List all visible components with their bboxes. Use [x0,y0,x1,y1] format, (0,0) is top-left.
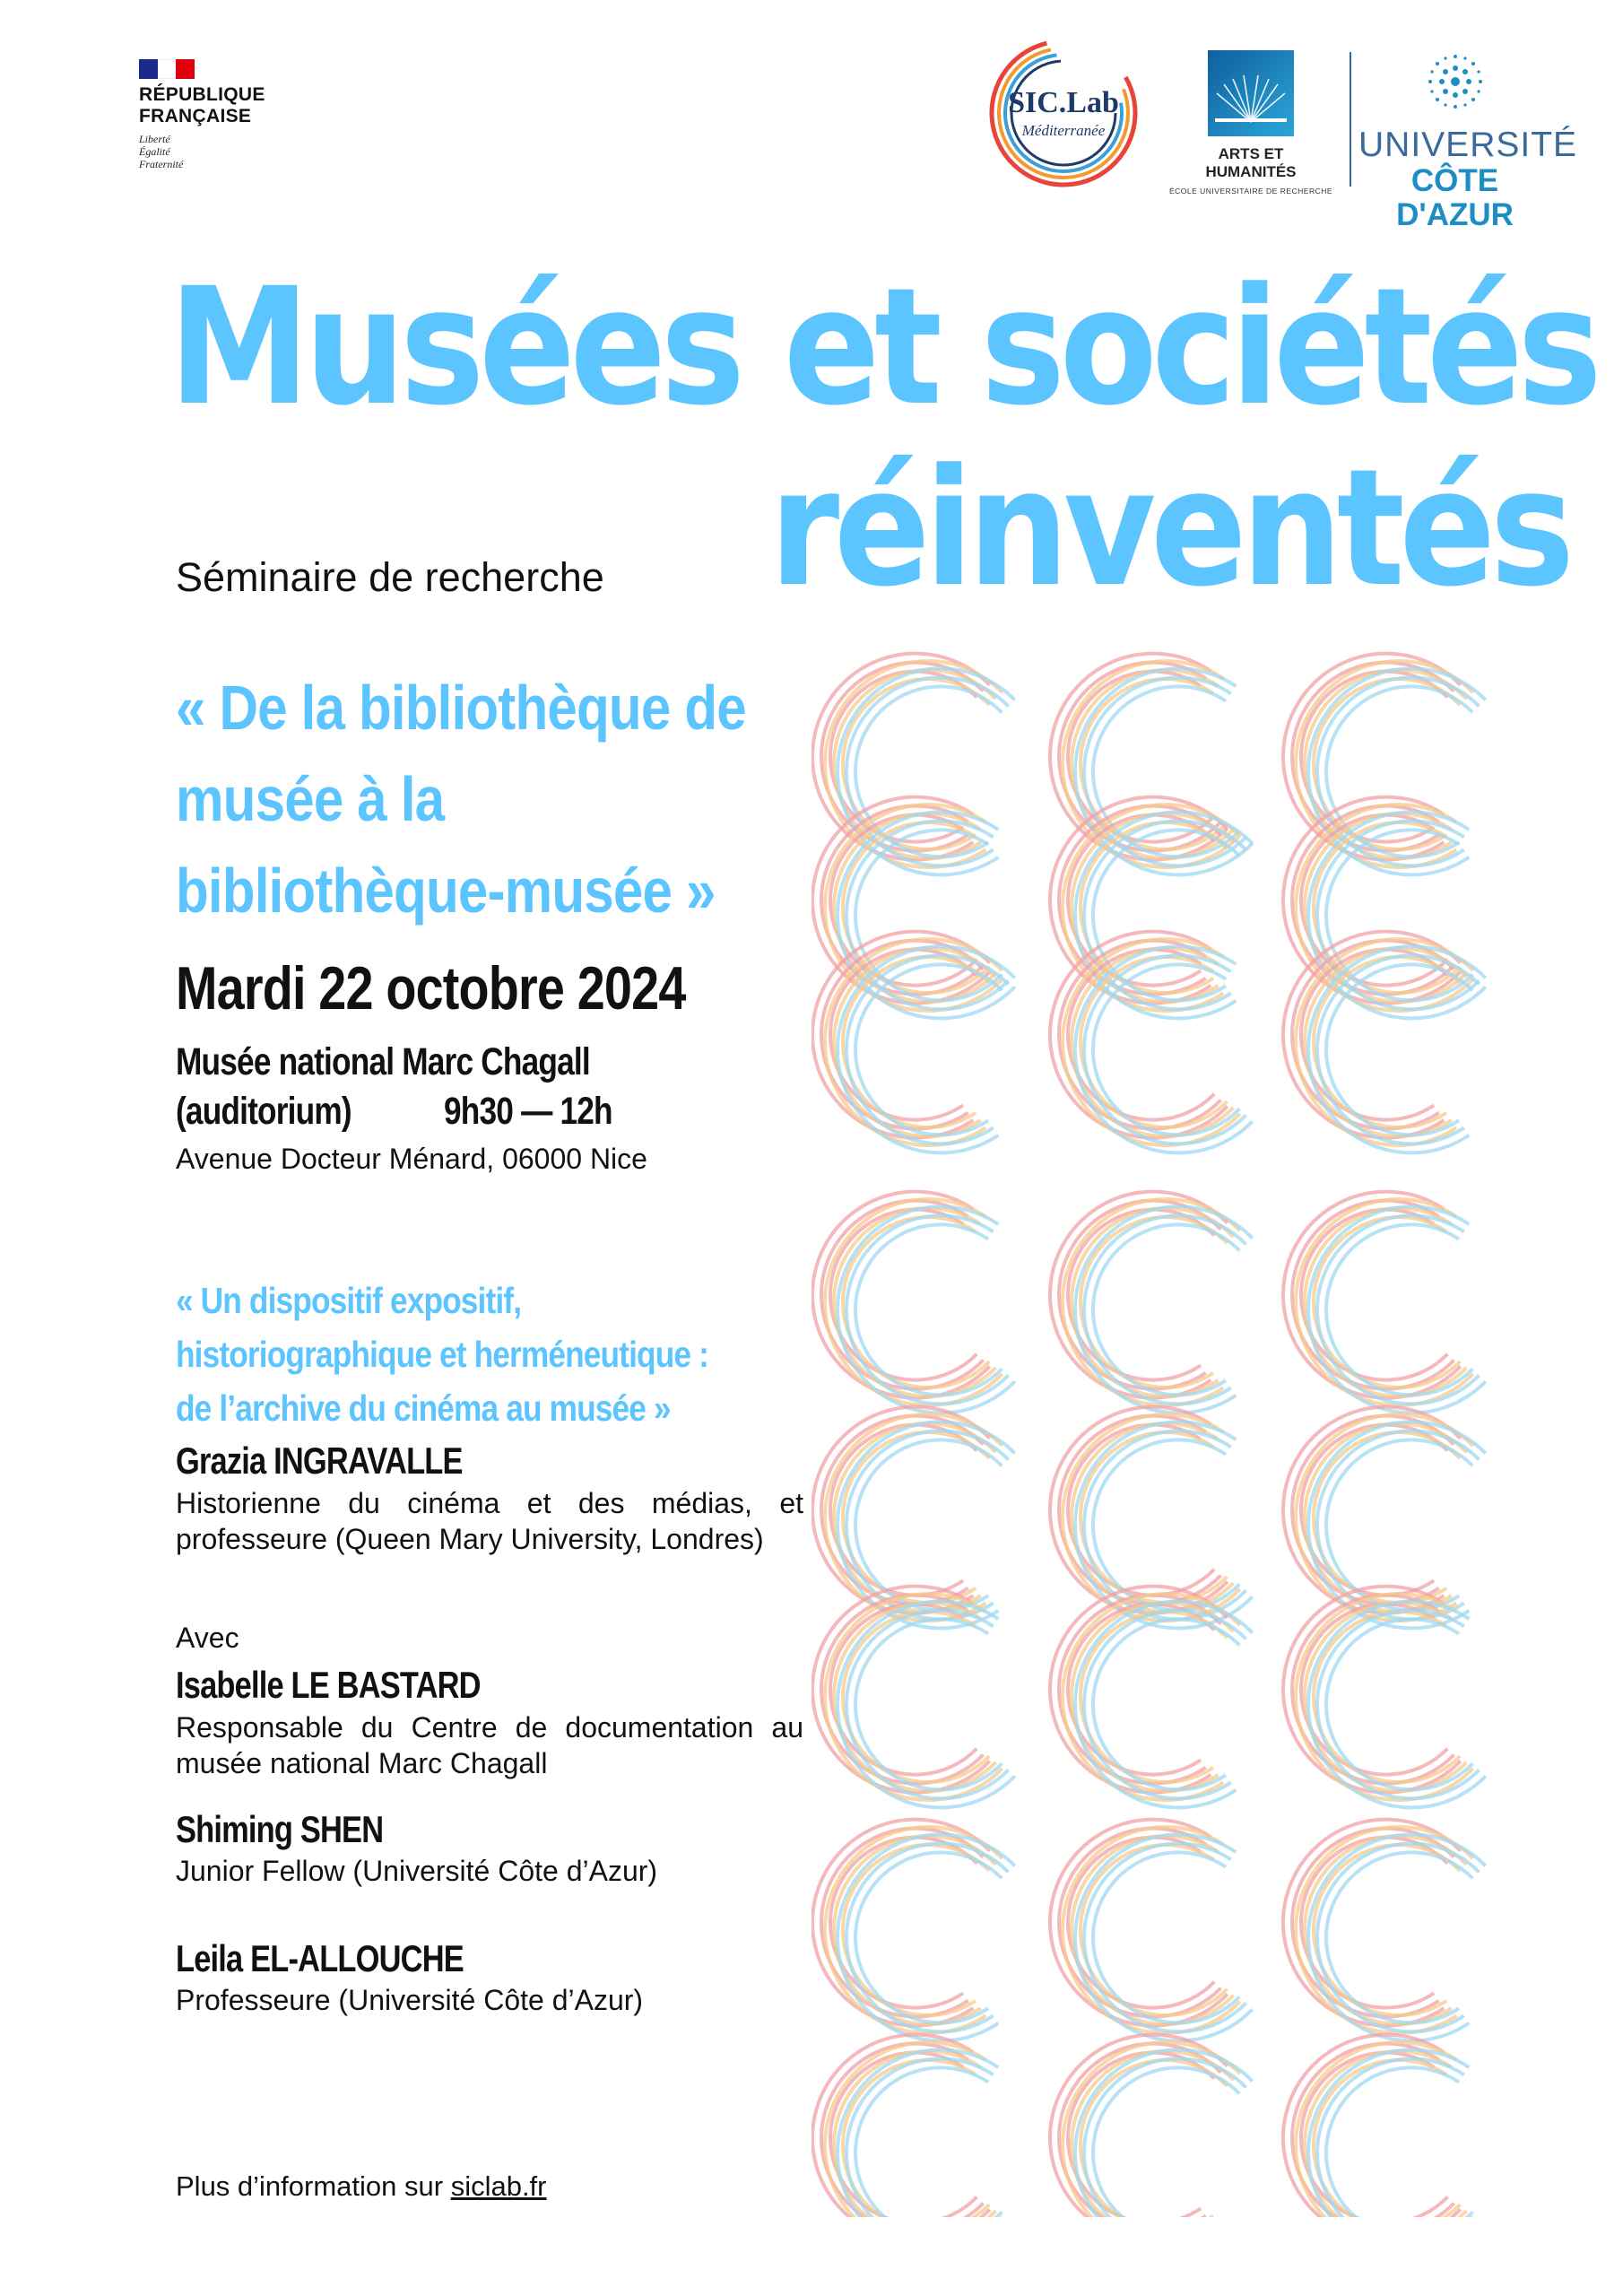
siclab-subtitle: Méditerranée [1021,122,1106,139]
ring-arc [830,1838,976,2008]
ring-arc [1301,1605,1447,1775]
participant-3-name: Leila EL-ALLOUCHE [176,1937,464,1979]
participant-1-description: Responsable du Centre de documentation au musée national Marc Chagall [176,1711,803,1779]
ring-arc [1301,1425,1447,1596]
ring-arc [1059,1829,1221,2017]
ring-arc [1326,1439,1472,1610]
ring-arc [1068,1605,1214,1775]
ring-arc [821,1829,984,2017]
ring-arc [1292,1201,1454,1389]
ring-arc [830,1425,976,1596]
book-fan-icon [1208,50,1294,136]
ring-arc [1059,1596,1221,1784]
venue-address: Avenue Docteur Ménard, 06000 Nice [176,1143,647,1175]
siclab-name: SIC.Lab [1008,86,1119,119]
logo-divider [1350,52,1351,187]
ring-arc [1314,1432,1460,1603]
ring-arc [830,1210,976,1380]
ring-arc [855,1852,1002,2022]
participant-2-name: Shiming SHEN [176,1808,384,1850]
ring-arc [1059,1416,1221,1605]
republique-motto: Liberté Égalité Fraternité [139,133,184,170]
ring-arc [1292,1596,1454,1784]
universite-line2: CÔTE D'AZUR [1396,163,1514,232]
venue-room: (auditorium) [176,1090,352,1133]
arts-humanites-subtitle: ÉCOLE UNIVERSITAIRE DE RECHERCHE [1168,187,1333,196]
ring-arc [821,1596,984,1784]
ring-arc [830,1605,976,1775]
ring-arc [1301,1838,1447,2008]
ring-arc [1326,1852,1472,2022]
republique-title: RÉPUBLIQUE FRANÇAISE [139,84,265,126]
speaker-description: Historienne du cinéma et des médias, et professeure (Queen Mary University, Londres) [176,1487,803,1555]
ring-arc [1059,1201,1221,1389]
seminar-subtitle: « De la bibliothèque de musée à la bibliothèque-musée » [176,673,746,926]
ring-arc [821,1416,984,1605]
ring-arc [855,1439,1002,1610]
seminar-label: Séminaire de recherche [176,554,604,600]
ring-arc [1093,1224,1239,1395]
main-title-line2: réinventés [769,435,1569,622]
talk-title: « Un dispositif expositif, historiographique et herméneutique : de l’archive du cinéma au musée » [176,1280,708,1429]
dots-constellation-icon [1424,50,1487,113]
ring-arc [1093,1619,1239,1789]
event-time: 9h30 — 12h [444,1090,612,1133]
ring-arc [1068,1210,1214,1380]
ring-arc [821,1201,984,1389]
main-title-line1: Musées et sociétés [169,254,1597,441]
siclab-link[interactable]: siclab.fr [450,2170,547,2202]
french-flag-icon [139,59,195,79]
ring-arc [1068,1425,1214,1596]
participant-3-description: Professeure (Université Côte d’Azur) [176,1984,644,2016]
universite-line1: UNIVERSITÉ [1358,126,1578,164]
ring-arc [1093,2067,1239,2217]
ring-arc [1081,1217,1227,1387]
ring-arc [1292,1416,1454,1605]
ring-arc [843,1432,989,1603]
ring-arc [855,2067,1002,2217]
ring-arc [1068,1838,1214,2008]
decorative-rings-pattern [812,621,1547,2217]
speaker-name: Grazia INGRAVALLE [176,1439,463,1482]
arts-humanites-logo [1157,50,1345,196]
event-date: Mardi 22 octobre 2024 [176,954,686,1022]
ring-arc [1301,1210,1447,1380]
universite-cote-azur-logo [1358,50,1578,232]
arts-humanites-title: ARTS ET HUMANITÉS [1205,145,1297,180]
ring-arc [1081,1612,1227,1782]
republique-francaise-logo [139,59,282,170]
venue-name: Musée national Marc Chagall [176,1040,590,1083]
participants-label: Avec [176,1622,239,1654]
ring-arc [1292,1829,1454,2017]
ring-arc [843,1845,989,2015]
footer-text: Plus d’information sur [176,2170,451,2202]
footer-info [176,2170,547,2203]
participant-1-name: Isabelle LE BASTARD [176,1664,481,1706]
ring-arc [1314,1845,1460,2015]
ring-arc [1326,2067,1472,2217]
participant-2-description: Junior Fellow (Université Côte d’Azur) [176,1855,658,1887]
